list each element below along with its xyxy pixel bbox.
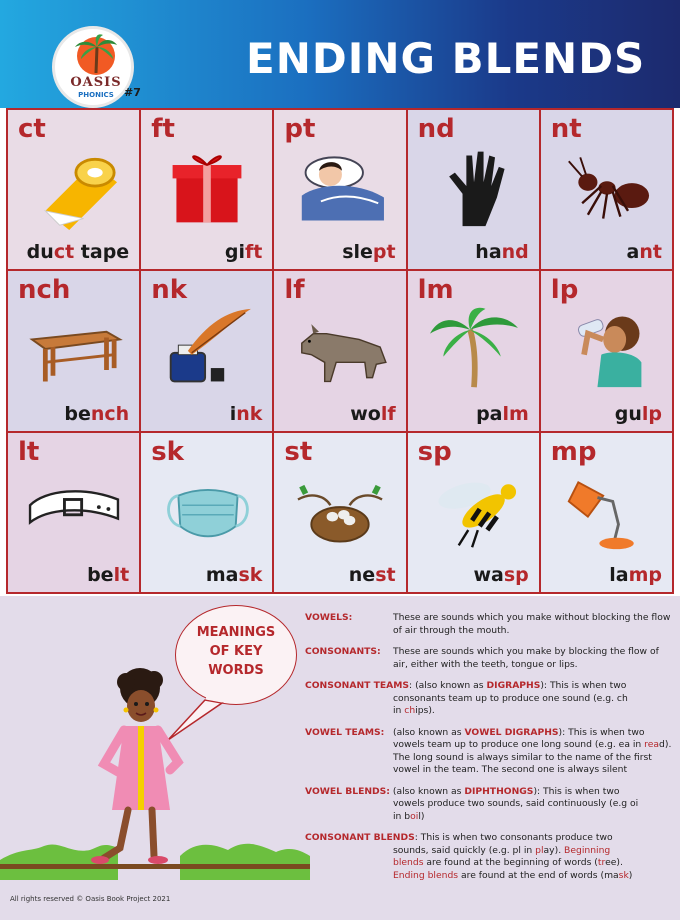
mask-icon <box>157 467 257 553</box>
example-word <box>27 241 130 263</box>
example-word <box>230 403 263 425</box>
text: consonants team up to produce one sound (e.g. ch <box>393 692 628 704</box>
text: in b <box>393 810 411 822</box>
text: ma <box>604 869 619 881</box>
blend-letters: nk <box>151 275 187 306</box>
sleeping-woman-icon <box>290 144 390 230</box>
blend-card-nch <box>8 271 141 432</box>
word-start: du <box>26 241 54 264</box>
example-word <box>225 241 262 263</box>
blend-card-lf <box>274 271 407 432</box>
word-start: sle <box>342 241 373 264</box>
belt-icon <box>24 467 124 553</box>
highlight: tr <box>597 857 606 868</box>
def-consonants <box>305 646 675 671</box>
def-vowel-teams <box>305 727 675 777</box>
def-vowel-blends <box>305 786 675 824</box>
bench-icon <box>24 305 124 391</box>
palm-logo-icon <box>73 33 119 73</box>
blend-card-nd <box>408 110 541 271</box>
example-word <box>627 241 662 263</box>
highlight: r <box>644 739 648 750</box>
wolf-icon <box>290 305 390 391</box>
hand-icon <box>424 144 524 230</box>
word-blend-highlight: lp <box>641 402 662 425</box>
word-blend-highlight: pt <box>372 241 396 264</box>
duct-tape-icon <box>24 144 124 230</box>
def-consonant-teams <box>305 680 675 718</box>
term-vowel-teams: VOWEL TEAMS: <box>305 726 385 738</box>
word-start: a <box>626 241 640 264</box>
def-consonant-blends <box>305 832 675 882</box>
blend-letters: lf <box>284 275 305 306</box>
word-start: la <box>609 563 629 586</box>
word-start: ma <box>205 563 239 586</box>
blend-letters: nch <box>18 275 71 306</box>
blend-letters: sk <box>151 436 184 467</box>
term-vowel-blends: VOWEL BLENDS: <box>305 785 390 797</box>
text: in <box>393 705 405 716</box>
term-consonants: CONSONANTS: <box>305 646 381 657</box>
text: ee). <box>605 857 623 868</box>
word-blend-highlight: mp <box>628 563 662 586</box>
ant-icon <box>557 144 657 230</box>
word-blend-highlight: sp <box>503 563 529 586</box>
word-start: be <box>64 402 91 425</box>
blend-letters: lt <box>18 436 40 467</box>
word-start: gi <box>224 241 246 264</box>
blend-card-st <box>274 433 407 594</box>
text: ): This is when two <box>540 680 627 691</box>
palm-tree-icon <box>424 305 524 391</box>
header-banner <box>0 0 680 108</box>
text: (also known as <box>393 726 465 738</box>
text: are found at the end of words ( <box>458 869 605 881</box>
term-diphthongs: DIPHTHONGS <box>464 785 534 797</box>
def-vowels <box>305 612 675 637</box>
blend-letters: lp <box>550 275 579 306</box>
word-blend-highlight: ft <box>245 241 263 264</box>
highlight: pl <box>535 844 544 856</box>
highlight: ch <box>404 705 416 716</box>
definitions-list <box>305 612 675 891</box>
nest-icon <box>290 467 390 553</box>
word-start: gu <box>614 402 642 425</box>
example-word <box>476 403 529 425</box>
blend-card-nk <box>141 271 274 432</box>
text: sounds, said quickly (e.g. pl in <box>393 844 536 856</box>
oasis-logo <box>52 26 134 108</box>
example-word <box>206 564 263 586</box>
word-end: tape <box>74 241 130 264</box>
example-word <box>349 564 396 586</box>
example-word <box>64 403 129 425</box>
example-word <box>474 564 529 586</box>
term-consonant-blends: CONSONANT BLENDS <box>305 832 415 843</box>
text: vowels produce two sounds, said continuously (e.g oi <box>393 798 639 809</box>
word-start: ha <box>475 241 502 264</box>
drinking-girl-icon <box>557 305 657 391</box>
blend-letters: ct <box>18 114 46 144</box>
word-blend-highlight: nk <box>236 402 263 425</box>
text: ) <box>628 869 633 881</box>
lamp-icon <box>557 467 657 553</box>
text: ips). <box>415 705 435 716</box>
term-vowel-digraphs: VOWEL DIGRAPHS <box>464 726 559 738</box>
bubble-line-3: WORDS <box>208 663 264 678</box>
word-blend-highlight: nch <box>90 402 130 425</box>
logo-name: OASIS <box>70 75 122 90</box>
blend-card-nt <box>541 110 674 271</box>
word-blend-highlight: nd <box>501 241 529 264</box>
logo-subtitle: PHONICS <box>78 91 114 99</box>
word-blend-highlight: lf <box>380 402 396 425</box>
bubble-line-2: OF KEY <box>209 644 263 659</box>
gift-icon <box>157 144 257 230</box>
example-word <box>342 241 395 263</box>
bubble-line-1: MEANINGS <box>196 625 276 640</box>
blend-letters: mp <box>550 436 597 467</box>
word-blend-highlight: st <box>375 563 396 586</box>
blend-card-mp <box>541 433 674 594</box>
blend-card-sk <box>141 433 274 594</box>
example-word <box>87 564 129 586</box>
term-vowels: VOWELS: <box>305 612 353 623</box>
text: ): This is when two <box>533 785 620 797</box>
copyright-text: All rights reserved © Oasis Book Project 2021 <box>10 895 171 903</box>
text: d). The long sound is always similar to the name of the first vowel in the team. The second one is always silent <box>393 739 672 775</box>
example-word <box>609 564 662 586</box>
word-blend-highlight: ct <box>53 241 75 264</box>
def-vowels-text: These are sounds which you make without blocking the flow of air through the mouth. <box>393 612 671 636</box>
word-start: ne <box>348 563 376 586</box>
text: l) <box>418 810 425 822</box>
term-consonant-teams: CONSONANT TEAMS <box>305 680 410 691</box>
blend-letters: st <box>284 436 313 467</box>
highlight: Beginning <box>564 844 611 856</box>
word-blend-highlight: nt <box>639 241 662 264</box>
wasp-icon <box>424 467 524 553</box>
issue-number: #7 <box>124 86 141 99</box>
word-start: be <box>87 563 114 586</box>
text: : (also known as <box>409 680 487 691</box>
word-start: wa <box>473 563 504 586</box>
word-start: i <box>229 402 237 425</box>
blend-letters: lm <box>417 275 454 306</box>
blend-card-lm <box>408 271 541 432</box>
word-start: wo <box>350 402 381 425</box>
blend-card-pt <box>274 110 407 271</box>
blend-card-lt <box>8 433 141 594</box>
text: are found at the beginning of words ( <box>423 857 598 868</box>
highlight: oi <box>410 810 419 822</box>
highlight: ea <box>647 739 660 750</box>
example-word <box>350 403 395 425</box>
text: ): This is when two vowels team up to produce one long sound (e.g. ea in <box>393 726 645 750</box>
highlight: sk <box>618 869 629 881</box>
girl-illustration <box>0 660 310 880</box>
term-digraphs: DIGRAPHS <box>486 680 541 691</box>
text: : This is when two consonants produce two <box>414 832 613 843</box>
example-word <box>615 403 662 425</box>
blend-grid <box>6 108 674 594</box>
highlight: blends <box>393 857 424 868</box>
blend-letters: nd <box>417 114 455 144</box>
blend-card-ct <box>8 110 141 271</box>
page-title: ENDING BLENDS <box>246 34 646 83</box>
example-word <box>475 241 529 263</box>
blend-card-ft <box>141 110 274 271</box>
blend-card-lp <box>541 271 674 432</box>
highlight: Ending blends <box>393 869 459 881</box>
blend-letters: nt <box>550 114 582 144</box>
blend-letters: ft <box>151 114 175 144</box>
text: ay). <box>543 844 565 856</box>
def-consonants-text: These are sounds which you make by blocking the flow of air, either with the teeth, tongue or lips. <box>393 646 659 670</box>
ink-icon <box>157 305 257 391</box>
word-blend-highlight: lm <box>502 402 529 425</box>
blend-card-sp <box>408 433 541 594</box>
blend-letters: pt <box>284 114 316 144</box>
word-blend-highlight: sk <box>238 563 263 586</box>
word-start: pa <box>476 402 503 425</box>
blend-letters: sp <box>417 436 452 467</box>
text: (also known as <box>389 785 465 797</box>
word-blend-highlight: lt <box>113 563 130 586</box>
